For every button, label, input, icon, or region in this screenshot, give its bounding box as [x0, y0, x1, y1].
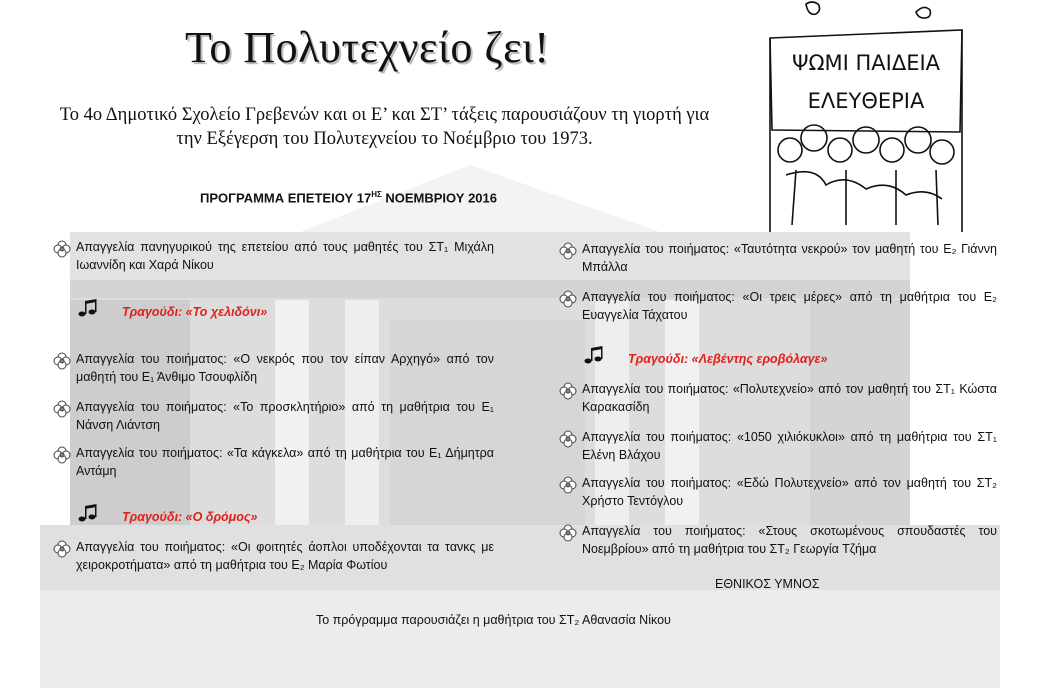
program-item [52, 444, 502, 484]
program-item [558, 474, 1003, 514]
item-text: Απαγγελία του ποιήματος: «Οι φοιτητές άοπλοι υποδέχονται τα τανκς με χειροκροτήματα» από τη μαθήτρια του Ε₂ Μαρία Φωτίου [76, 540, 494, 572]
flower-icon [558, 523, 578, 543]
program-item [558, 380, 1003, 420]
song-item [76, 305, 376, 325]
flower-icon [52, 445, 72, 465]
item-text: Απαγγελία του ποιήματος: «Το προσκλητήριο» από τη μαθήτρια του Ε₁ Νάνση Λιάντση [76, 400, 494, 432]
item-text: Απαγγελία του ποιήματος: «1050 χιλιόκυκλοι» από τη μαθήτρια του ΣΤ₁ Ελένη Βλάχου [582, 430, 997, 462]
program-item [558, 428, 1003, 468]
item-text: Απαγγελία του ποιήματος: «Τα κάγκελα» από τη μαθήτρια του Ε₁ Δήμητρα Αντάμη [76, 446, 494, 478]
music-note-icon [76, 299, 98, 319]
program-item [558, 240, 1003, 280]
protest-drawing [766, 0, 966, 236]
song-title: Τραγούδι: «Το χελιδόνι» [122, 305, 268, 319]
item-text: Απαγγελία πανηγυρικού της επετείου από τους μαθητές του ΣΤ₁ Μιχάλη Ιωαννίδη και Χαρά Νίκου [76, 240, 494, 272]
program-item [52, 398, 502, 438]
page-title: Το Πολυτεχνείο ζει! [185, 23, 550, 72]
item-text: Απαγγελία του ποιήματος: «Ταυτότητα νεκρού» τον μαθητή του Ε₂ Γιάννη Μπάλλα [582, 242, 997, 274]
item-text: Απαγγελία του ποιήματος: «Εδώ Πολυτεχνείο» από τον μαθητή του ΣΤ₂ Χρήστο Τεντόγλου [582, 476, 997, 508]
item-text: Απαγγελία του ποιήματος: «Πολυτεχνείο» από τον μαθητή του ΣΤ₁ Κώστα Καρακασίδη [582, 382, 997, 414]
song-item [76, 510, 376, 530]
flower-icon [52, 539, 72, 559]
national-anthem: ΕΘΝΙΚΟΣ ΥΜΝΟΣ [715, 577, 820, 591]
flower-icon [558, 429, 578, 449]
flower-icon [558, 475, 578, 495]
music-note-icon [76, 504, 98, 524]
item-text: Απαγγελία του ποιήματος: «Ο νεκρός που τον είπαν Αρχηγό» από τον μαθητή του Ε₁ Άνθιμο Τσουφλίδη [76, 352, 494, 384]
program-item [558, 522, 1003, 562]
flower-icon [558, 289, 578, 309]
intro-text: Το 4ο Δημοτικό Σχολείο Γρεβενών και οι Ε’ και ΣΤ’ τάξεις παρουσιάζουν τη γιορτή για την Εξέγερση του Πολυτεχνείου το Νοέμβριο του 1973. [59, 105, 710, 149]
program-item [558, 288, 1003, 328]
program-heading: ΠΡΟΓΡΑΜΜΑ ΕΠΕΤΕΙΟΥ $17^{H\Sigma}$ ΝΟΕΜΒΡΙΟΥ 2016 [200, 190, 498, 206]
flower-icon [558, 241, 578, 261]
flower-icon [52, 399, 72, 419]
flower-icon [558, 381, 578, 401]
program-item [52, 238, 502, 278]
song-title: Τραγούδι: «Ο δρόμος» [122, 510, 258, 524]
program-item [52, 538, 502, 578]
item-text: Απαγγελία του ποιήματος: «Οι τρεις μέρες» από τη μαθήτρια του Ε₂ Ευαγγελία Τάχατου [582, 290, 997, 322]
flower-icon [52, 351, 72, 371]
music-note-icon [582, 346, 604, 366]
program-item [52, 350, 502, 390]
flower-icon [52, 239, 72, 259]
presenter-note: Το πρόγραμμα παρουσιάζει η μαθήτρια του ΣΤ₂ Αθανασία Νίκου [316, 613, 671, 627]
banner-line1: ΨΩΜΙ ΠΑΙΔΕΙΑ [791, 51, 941, 75]
banner-line2: ΕΛΕΥΘΕΡΙΑ [807, 89, 925, 113]
song-title: Τραγούδι: «Λεβέντης εροβόλαγε» [628, 352, 828, 366]
song-item [582, 352, 932, 372]
item-text: Απαγγελία του ποιήματος: «Στους σκοτωμένους σπουδαστές του Νοεμβρίου» από τη μαθήτρια του ΣΤ₂ Γεωργία Τζήμα [582, 524, 997, 556]
